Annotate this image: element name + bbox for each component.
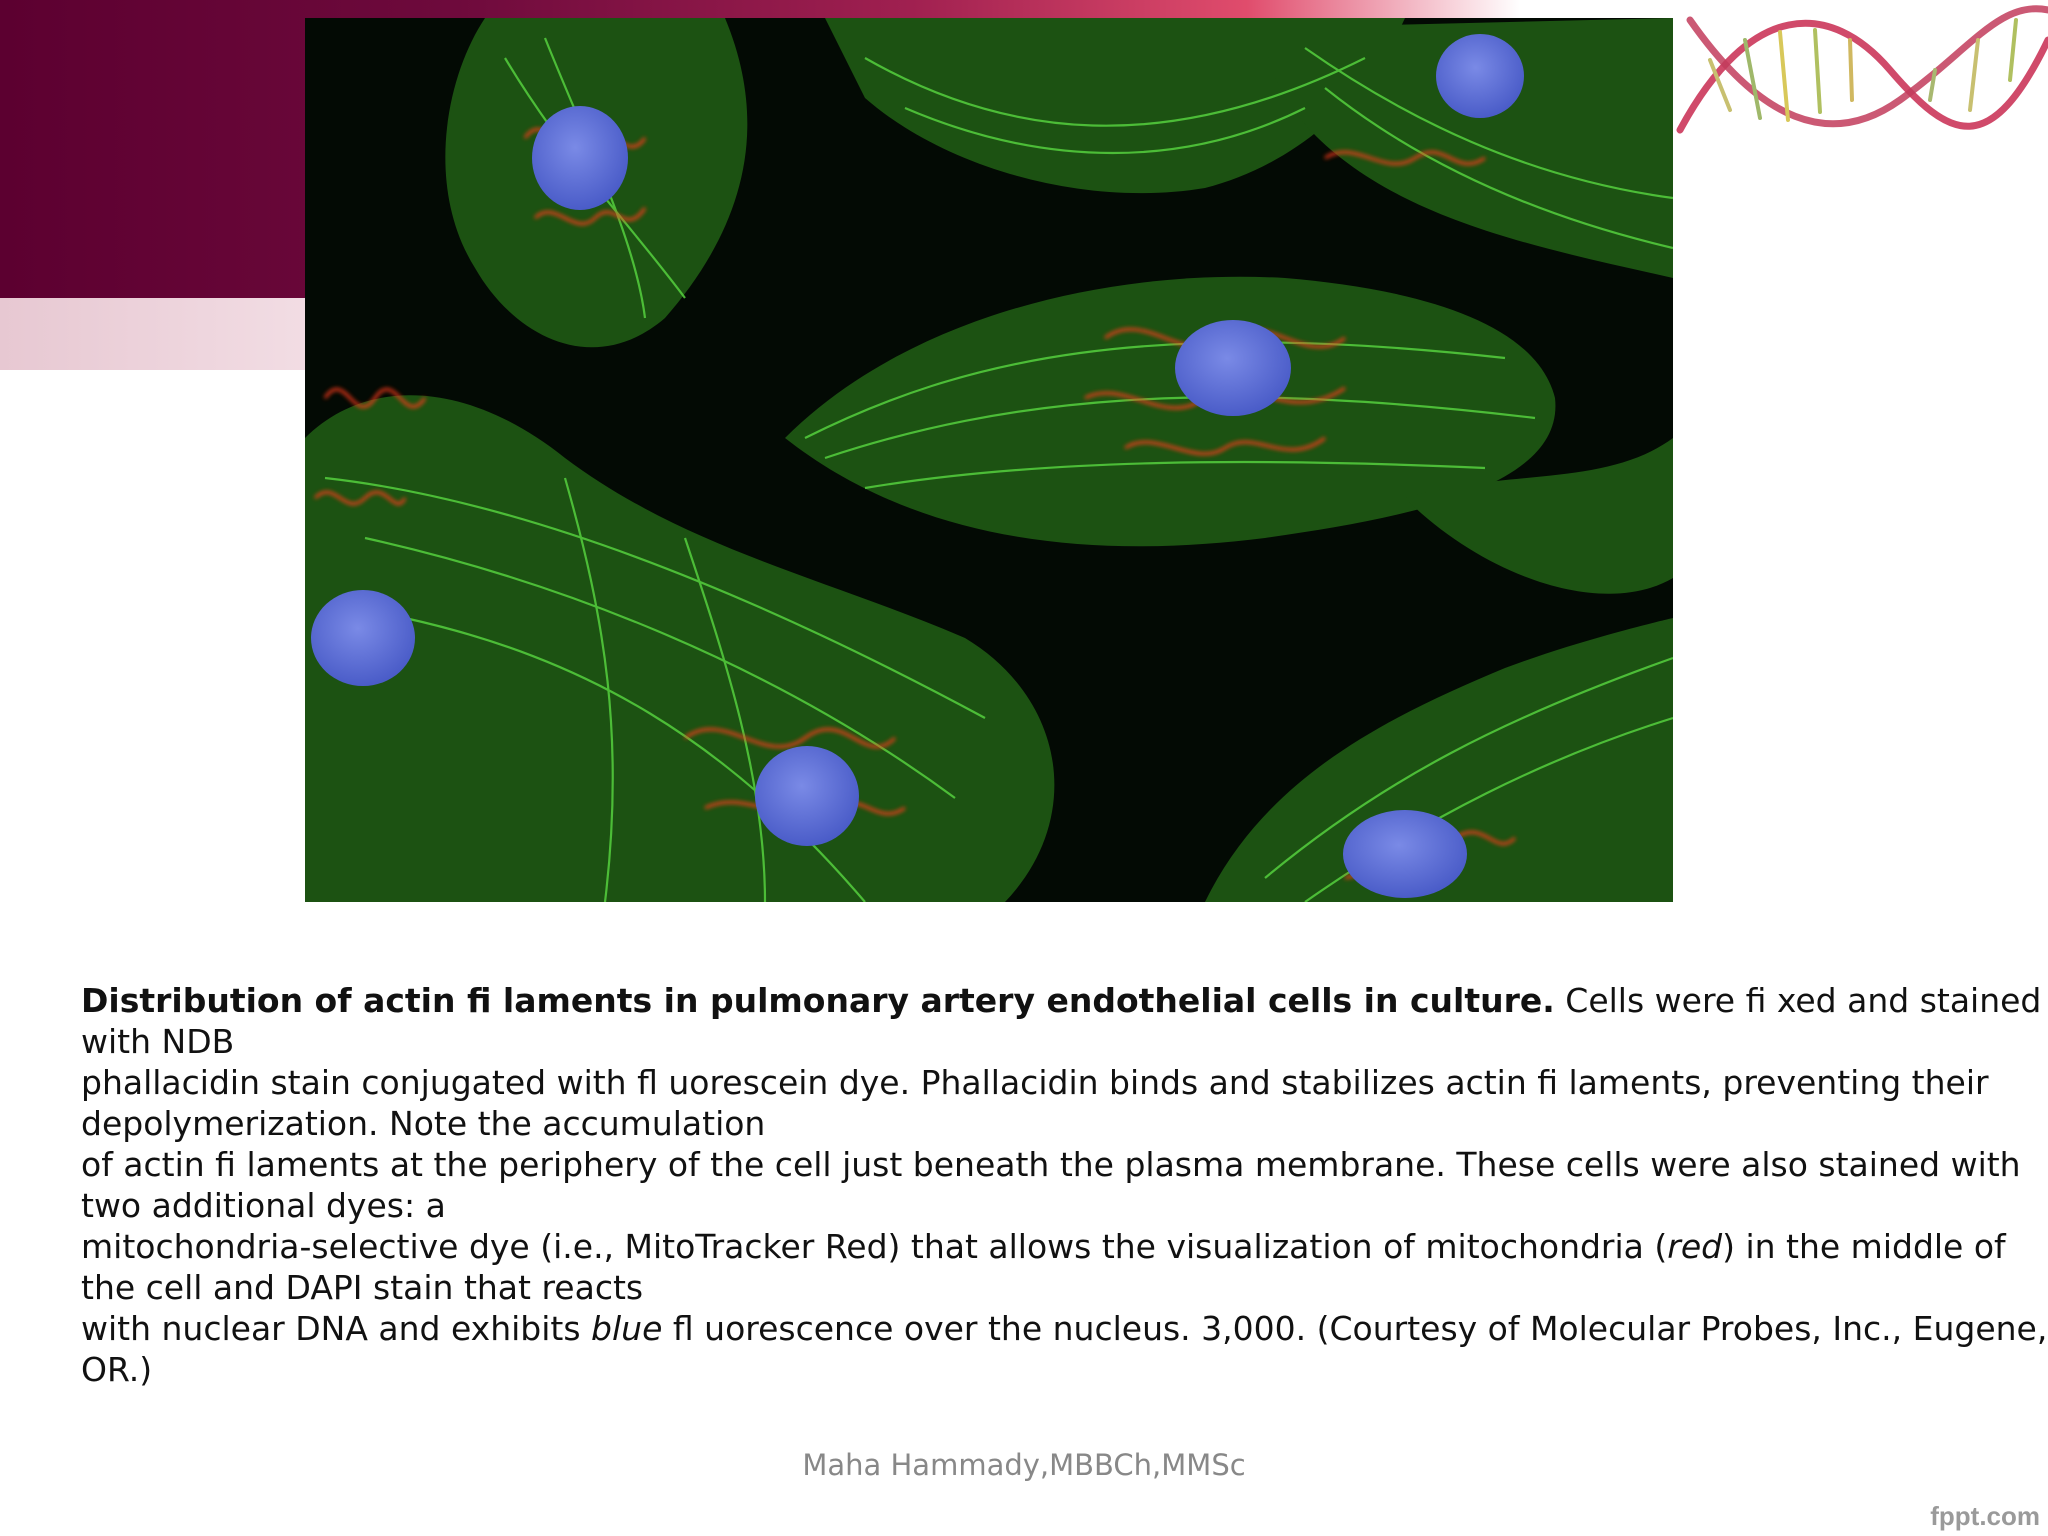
- caption-line-9: [81, 1308, 2048, 1349]
- caption-line-3: phallacidin stain conjugated with fl uorescein dye. Phallacidin binds and stabilizes actin fi laments, preventing their: [81, 1063, 1989, 1102]
- caption-line-1-rest: Cells were fi xed and stained: [1565, 981, 2042, 1020]
- caption-emphasis-blue: blue: [591, 1309, 663, 1348]
- caption-title: Distribution of actin fi laments in pulmonary artery endothelial cells in culture.: [81, 981, 1555, 1020]
- caption-line-8: the cell and DAPI stain that reacts: [81, 1268, 644, 1307]
- accent-strip: [0, 298, 310, 370]
- caption-line-7-b: ) in the middle of: [1722, 1227, 2006, 1266]
- dna-helix-icon: [1660, 0, 2048, 300]
- caption-line-10: OR.): [81, 1350, 153, 1389]
- caption-line-9-a: with nuclear DNA and exhibits: [81, 1309, 581, 1348]
- caption-line-6: two additional dyes: a: [81, 1186, 446, 1225]
- caption-emphasis-red: red: [1667, 1227, 1723, 1266]
- caption-line-2: with NDB: [81, 1022, 235, 1061]
- caption-line-4: depolymerization. Note the accumulation: [81, 1104, 766, 1143]
- figure-caption: [81, 980, 2048, 1390]
- fluorescence-micrograph-image: [305, 18, 1673, 902]
- caption-line-7: [81, 1226, 2006, 1267]
- watermark-logo: fppt.com: [1930, 1501, 2040, 1531]
- author-credit: Maha Hammady,MBBCh,MMSc: [802, 1448, 1246, 1482]
- caption-line-1: [81, 980, 2042, 1021]
- caption-line-5: of actin fi laments at the periphery of the cell just beneath the plasma membrane. These cells were also stained with: [81, 1145, 2021, 1184]
- caption-line-9-b: fl uorescence over the nucleus. 3,000. (Courtesy of Molecular Probes, Inc., Eugene,: [672, 1309, 2048, 1348]
- caption-line-7-a: mitochondria-selective dye (i.e., MitoTracker Red) that allows the visualization of mitochondria (: [81, 1227, 1668, 1266]
